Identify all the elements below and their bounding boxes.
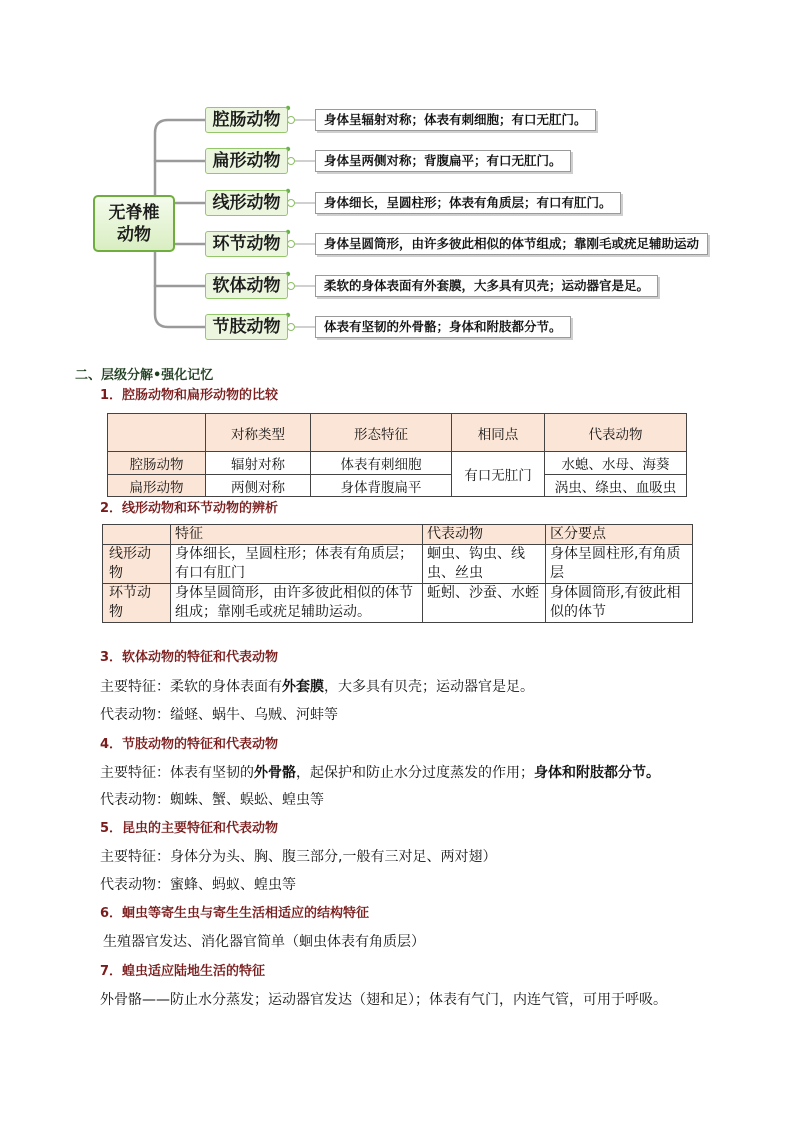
part1-heading: 1．腔肠动物和扁形动物的比较 bbox=[100, 388, 279, 403]
text-segment: 主要特征：柔软的身体表面有 bbox=[100, 679, 282, 695]
mindmap-desc-cnidaria: 身体呈辐射对称；体表有刺细胞；有口无肛门。 bbox=[315, 109, 596, 131]
mindmap-node-mollusks: 软体动物 bbox=[205, 273, 288, 299]
table-header-cell: 代表动物 bbox=[423, 525, 546, 545]
mindmap-desc-annelids: 身体呈圆筒形，由许多彼此相似的体节组成；靠刚毛或疣足辅助运动 bbox=[315, 233, 708, 255]
row-label-cell: 扁形动物 bbox=[108, 475, 206, 497]
table-cell: 体表有刺细胞 bbox=[311, 452, 452, 475]
table-cell: 水螅、水母、海葵 bbox=[545, 452, 687, 475]
table-row bbox=[103, 584, 693, 623]
text-segment-emphasis: 外骨骼 bbox=[254, 765, 296, 781]
table-row bbox=[108, 475, 687, 497]
collapse-toggle-icon bbox=[288, 200, 295, 207]
part2-heading: 2．线形动物和环节动物的辨析 bbox=[100, 501, 279, 516]
part4-examples: 代表动物：蜘蛛、蟹、蜈蚣、蝗虫等 bbox=[100, 792, 324, 808]
mindmap-root-line2: 动物 bbox=[117, 224, 151, 245]
collapse-toggle-icon bbox=[288, 241, 295, 248]
part5-examples: 代表动物：蜜蜂、蚂蚁、蝗虫等 bbox=[100, 877, 296, 893]
table-corner-cell bbox=[103, 525, 171, 545]
table-header-cell: 对称类型 bbox=[206, 414, 311, 452]
part6-heading: 6．蛔虫等寄生虫与寄生生活相适应的结构特征 bbox=[100, 906, 370, 921]
section-heading: 二、层级分解•强化记忆 bbox=[75, 368, 214, 383]
table-header-cell: 相同点 bbox=[452, 414, 545, 452]
part5-features: 主要特征：身体分为头、胸、腹三部分,一般有三对足、两对翅） bbox=[100, 849, 497, 865]
mindmap-root-line1: 无脊椎 bbox=[108, 202, 160, 223]
part3-heading: 3．软体动物的特征和代表动物 bbox=[100, 650, 279, 665]
part4-heading: 4．节肢动物的特征和代表动物 bbox=[100, 737, 279, 752]
part7-text: 外骨骼——防止水分蒸发；运动器官发达（翅和足）；体表有气门，内连气管，可用于呼吸。 bbox=[100, 992, 667, 1008]
text-segment: ，起保护和防止水分过度蒸发的作用； bbox=[296, 765, 534, 781]
mindmap-desc-arthropods: 体表有坚韧的外骨骼；身体和附肢都分节。 bbox=[315, 316, 571, 338]
mindmap-node-annelids: 环节动物 bbox=[205, 231, 288, 257]
table-cell: 涡虫、绦虫、血吸虫 bbox=[545, 475, 687, 497]
part3-features bbox=[100, 676, 534, 696]
table-cell: 身体背腹扁平 bbox=[311, 475, 452, 497]
part5-heading: 5．昆虫的主要特征和代表动物 bbox=[100, 821, 279, 836]
table-corner-cell bbox=[108, 414, 206, 452]
table-header-cell: 区分要点 bbox=[546, 525, 693, 545]
comparison-table-2 bbox=[102, 524, 693, 623]
mindmap-root bbox=[93, 195, 175, 252]
table-cell: 身体呈圆筒形，由许多彼此相似的体节组成；靠刚毛或疣足辅助运动。 bbox=[171, 584, 423, 623]
table-cell: 身体呈圆柱形,有角质层 bbox=[546, 545, 693, 584]
text-segment-emphasis: 身体和附肢都分节。 bbox=[534, 765, 660, 781]
table-cell: 蚯蚓、沙蚕、水蛭 bbox=[423, 584, 546, 623]
part4-features bbox=[100, 762, 660, 782]
table-header-cell: 形态特征 bbox=[311, 414, 452, 452]
row-label-cell: 腔肠动物 bbox=[108, 452, 206, 475]
table-header-row bbox=[108, 414, 687, 452]
table-header-row bbox=[103, 525, 693, 545]
table-cell: 身体圆筒形,有彼此相似的体节 bbox=[546, 584, 693, 623]
mindmap-node-arthropods: 节肢动物 bbox=[205, 314, 288, 340]
table-header-cell: 代表动物 bbox=[545, 414, 687, 452]
table-cell: 两侧对称 bbox=[206, 475, 311, 497]
part6-text: 生殖器官发达、消化器官简单（蛔虫体表有角质层） bbox=[103, 934, 425, 950]
mindmap-desc-flatworms: 身体呈两侧对称；背腹扁平；有口无肛门。 bbox=[315, 150, 571, 172]
text-segment: 主要特征：体表有坚韧的 bbox=[100, 765, 254, 781]
table-cell: 辐射对称 bbox=[206, 452, 311, 475]
collapse-toggle-icon bbox=[288, 158, 295, 165]
table-cell: 蛔虫、钩虫、线虫、丝虫 bbox=[423, 545, 546, 584]
mindmap-node-cnidaria: 腔肠动物 bbox=[205, 107, 288, 133]
table-row bbox=[103, 545, 693, 584]
collapse-toggle-icon bbox=[288, 117, 295, 124]
row-label-cell: 线形动物 bbox=[103, 545, 171, 584]
comparison-table-1 bbox=[107, 413, 687, 497]
mindmap-desc-mollusks: 柔软的身体表面有外套膜，大多具有贝壳；运动器官是足。 bbox=[315, 275, 658, 297]
collapse-toggle-icon bbox=[288, 283, 295, 290]
text-segment-emphasis: 外套膜 bbox=[282, 679, 324, 695]
mindmap-connectors bbox=[0, 0, 794, 360]
table-cell: 身体细长，呈圆柱形；体表有角质层；有口有肛门 bbox=[171, 545, 423, 584]
row-label-cell: 环节动物 bbox=[103, 584, 171, 623]
table-row bbox=[108, 452, 687, 475]
mindmap-desc-roundworms: 身体细长，呈圆柱形；体表有角质层；有口有肛门。 bbox=[315, 192, 621, 214]
part3-examples: 代表动物：缢蛏、蜗牛、乌贼、河蚌等 bbox=[100, 707, 338, 723]
mindmap-node-flatworms: 扁形动物 bbox=[205, 148, 288, 174]
table-cell-shared: 有口无肛门 bbox=[452, 452, 545, 497]
text-segment: ，大多具有贝壳；运动器官是足。 bbox=[324, 679, 534, 695]
mindmap-node-roundworms: 线形动物 bbox=[205, 190, 288, 216]
collapse-toggle-icon bbox=[288, 324, 295, 331]
table-header-cell: 特征 bbox=[171, 525, 423, 545]
part7-heading: 7．蝗虫适应陆地生活的特征 bbox=[100, 964, 266, 979]
